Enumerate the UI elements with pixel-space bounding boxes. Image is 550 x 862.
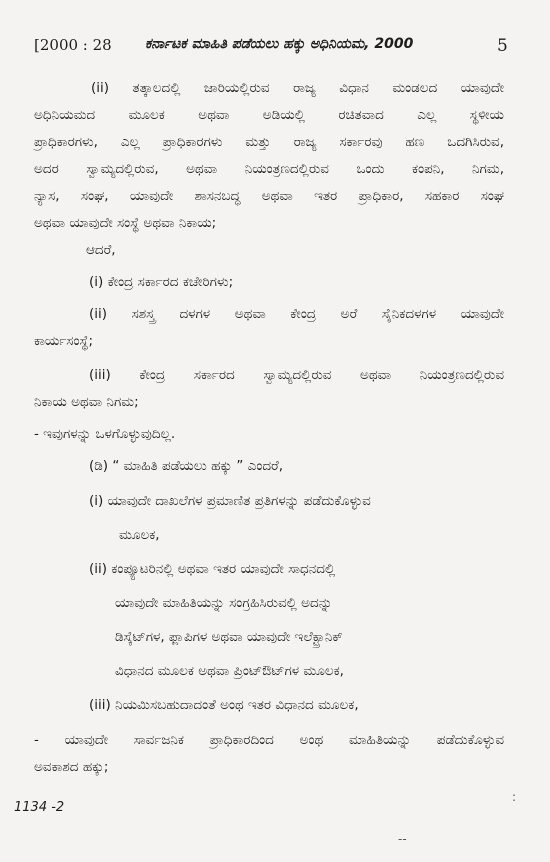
text-line: (ii) ಸಶಸ್ತ್ರ ದಳಗಳ ಅಥವಾ ಕೇಂದ್ರ ಅರೆ ಸೈನಿಕದಳಗಳ ಯಾವುದೇ [89,306,504,322]
text-line: - ಯಾವುದೇ ಸಾರ್ವಜನಿಕ ಪ್ರಾಧಿಕಾರದಿಂದ ಅಂಥ ಮಾಹಿತಿಯನ್ನು ಪಡೆದುಕೊಳ್ಳುವ [34,732,504,748]
text-line: (i) ಯಾವುದೇ ದಾಖಲೆಗಳ ಪ್ರಮಾಣಿತ ಪ್ರತಿಗಳನ್ನು ಪಡೆದುಕೊಳ್ಳುವ [89,493,371,509]
text-line: ಕಾರ್ಯಸಂಸ್ಥೆ; [34,333,94,349]
footer-mark: 1134 -2 [14,800,65,815]
text-line: (ii) ಕಂಪ್ಯೂಟರಿನಲ್ಲಿ ಅಥವಾ ಇತರ ಯಾವುದೇ ಸಾಧನದಲ್ಲಿ [89,561,336,577]
text-line: ನಿಕಾಯ ಅಥವಾ ನಿಗಮ; [34,394,139,410]
text-line: ಡಿಸ್ಕೆಟ್‌ಗಳ, ಫ್ಲಾಪಿಗಳ ಅಥವಾ ಯಾವುದೇ ಇಲೆಕ್ಟ್ರಾನಿಕ್ [115,629,343,645]
stray-mark: -- [398,832,407,846]
running-title: ಕರ್ನಾಟಕ ಮಾಹಿತಿ ಪಡೆಯಲು ಹಕ್ಕು ಅಧಿನಿಯಮ, 2000 [145,36,414,52]
text-line: ಅಥವಾ ಯಾವುದೇ ಸಂಸ್ಥೆ ಅಥವಾ ನಿಕಾಯ; [34,215,217,231]
text-line: ಪ್ರಾಧಿಕಾರಗಳು, ಎಲ್ಲ ಪ್ರಾಧಿಕಾರಗಳು ಮತ್ತು ರಾಜ್ಯ ಸರ್ಕಾರವು ಹಣ ಒದಗಿಸಿರುವ, [34,134,504,150]
text-line: ಯಾವುದೇ ಮಾಹಿತಿಯನ್ನು ಸಂಗ್ರಹಿಸಿರುವಲ್ಲಿ ಅದನ್ನು [115,595,333,611]
page-number: 5 [497,36,508,56]
text-line: ಅದರ ಸ್ವಾಮ್ಯದಲ್ಲಿರುವ, ಅಥವಾ ನಿಯಂತ್ರಣದಲ್ಲಿರುವ ಒಂದು ಕಂಪನಿ, ನಿಗಮ, [34,161,504,177]
text-line: (ಡಿ) “ ಮಾಹಿತಿ ಪಡೆಯಲು ಹಕ್ಕು ” ಎಂದರೆ, [89,458,284,474]
text-line: (i) ಕೇಂದ್ರ ಸರ್ಕಾರದ ಕಚೇರಿಗಳು; [89,274,234,290]
text-line: (iii) ಕೇಂದ್ರ ಸರ್ಕಾರದ ಸ್ವಾಮ್ಯದಲ್ಲಿರುವ ಅಥವಾ ನಿಯಂತ್ರಣದಲ್ಲಿರುವ [89,367,504,383]
text-line: (iii) ನಿಯಮಿಸಬಹುದಾದಂತೆ ಅಂಥ ಇತರ ವಿಧಾನದ ಮೂಲಕ, [89,697,359,713]
text-line: ವಿಧಾನದ ಮೂಲಕ ಅಥವಾ ಪ್ರಿಂಟ್‌ಔಟ್‌ಗಳ ಮೂಲಕ, [115,663,344,679]
text-line: ಆದರೆ, [86,242,116,258]
stray-mark: : [512,790,517,804]
text-line: (ii) ತತ್ಕಾಲದಲ್ಲಿ ಜಾರಿಯಲ್ಲಿರುವ ರಾಜ್ಯ ವಿಧಾನ ಮಂಡಲದ ಯಾವುದೇ [91,80,504,96]
text-line: - ಇವುಗಳನ್ನು ಒಳಗೊಳ್ಳುವುದಿಲ್ಲ. [34,426,176,442]
text-line: ನ್ಯಾಸ, ಸಂಘ, ಯಾವುದೇ ಶಾಸನಬದ್ಧ ಅಥವಾ ಇತರ ಪ್ರಾಧಿಕಾರ, ಸಹಕಾರ ಸಂಘ [34,188,504,204]
act-reference: [2000 : 28 [34,36,112,54]
text-line: ಮೂಲಕ, [119,527,160,543]
text-line: ಅವಕಾಶದ ಹಕ್ಕು; [34,759,109,775]
text-line: ಅಧಿನಿಯಮದ ಮೂಲಕ ಅಥವಾ ಅಡಿಯಲ್ಲಿ ರಚಿತವಾದ ಎಲ್ಲ ಸ್ಥಳೀಯ [34,107,504,123]
